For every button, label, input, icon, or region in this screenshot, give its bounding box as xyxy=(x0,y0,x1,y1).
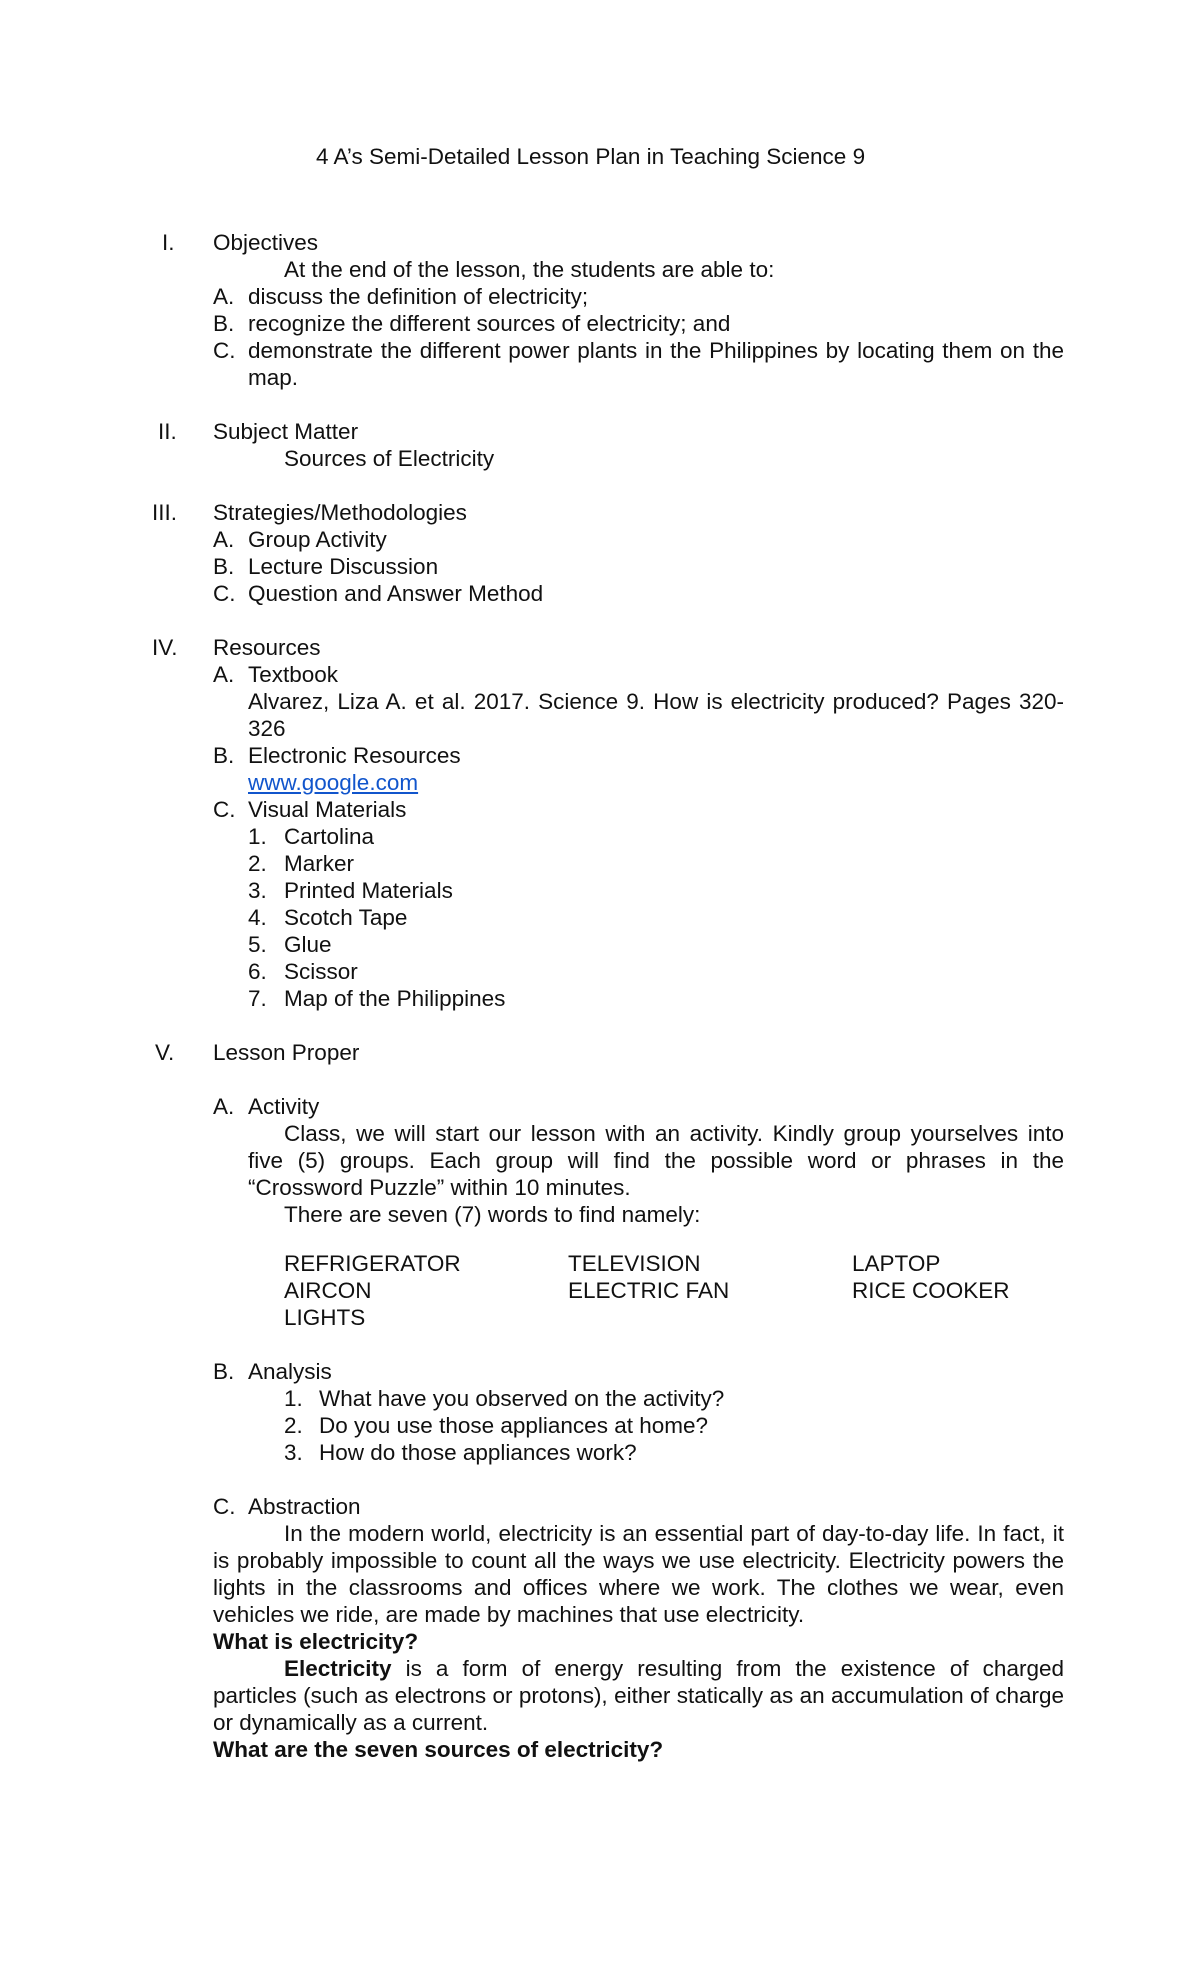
list-marker: B. xyxy=(213,311,235,336)
definition-text: is a form of energy resulting from the existence of charged particles (such as electrons or protons), either statically as an accumulation of charge or dynamically as a current. xyxy=(213,1656,1064,1735)
abstraction-paragraph: In the modern world, electricity is an essential part of day-to-day life. In fact, it is probably impossible to count all the ways we use electricity. Electricity powers the lights in the classrooms and offices where we work. The clothes we wear, even vehicles we ride, are made by machines that use electricity. xyxy=(213,1521,1064,1627)
strategy-item: Lecture Discussion xyxy=(248,554,439,579)
textbook-citation: Alvarez, Liza A. et al. 2017. Science 9. How is electricity produced? Pages 320-326 xyxy=(248,689,1064,741)
section-numeral-strategies: III. xyxy=(152,500,178,525)
visual-material-item: Scissor xyxy=(284,959,358,984)
electricity-definition xyxy=(213,1655,1064,1736)
list-marker: 1. xyxy=(248,824,267,849)
analysis-question: How do those appliances work? xyxy=(319,1440,637,1465)
objective-item: recognize the different sources of electricity; and xyxy=(248,311,731,336)
list-marker: A. xyxy=(213,527,235,552)
activity-word: ELECTRIC FAN xyxy=(568,1278,730,1303)
activity-paragraph: Class, we will start our lesson with an activity. Kindly group yourselves into five (5) groups. Each group will find the possible word or phrases in the “Crossword Puzzle” within 10 minutes. xyxy=(248,1121,1064,1200)
visual-material-item: Scotch Tape xyxy=(284,905,408,930)
objective-item: demonstrate the different power plants in the Philippines by locating them on the map. xyxy=(248,338,1064,390)
analysis-question: Do you use those appliances at home? xyxy=(319,1413,709,1438)
question-what-is-electricity: What is electricity? xyxy=(213,1629,419,1654)
activity-words-intro: There are seven (7) words to find namely: xyxy=(284,1202,701,1227)
list-marker: C. xyxy=(213,581,236,606)
analysis-question: What have you observed on the activity? xyxy=(319,1386,725,1411)
visual-material-item: Map of the Philippines xyxy=(284,986,506,1011)
activity-label: Activity xyxy=(248,1094,320,1119)
section-numeral-lesson-proper: V. xyxy=(155,1040,175,1065)
section-numeral-resources: IV. xyxy=(152,635,178,660)
resource-label-textbook: Textbook xyxy=(248,662,339,687)
list-marker: 6. xyxy=(248,959,267,984)
section-heading-subject-matter: Subject Matter xyxy=(213,419,359,444)
abstraction-label: Abstraction xyxy=(248,1494,361,1519)
list-marker: C. xyxy=(213,338,236,363)
google-link[interactable]: www.google.com xyxy=(248,770,419,795)
activity-word: REFRIGERATOR xyxy=(284,1251,461,1276)
section-heading-lesson-proper: Lesson Proper xyxy=(213,1040,360,1065)
list-marker: 2. xyxy=(284,1413,303,1438)
list-marker: B. xyxy=(213,1359,235,1384)
activity-word: LIGHTS xyxy=(284,1305,366,1330)
list-marker: 2. xyxy=(248,851,267,876)
list-marker: B. xyxy=(213,743,235,768)
list-marker: A. xyxy=(213,662,235,687)
list-marker: A. xyxy=(213,284,235,309)
activity-word: TELEVISION xyxy=(568,1251,701,1276)
strategy-item: Group Activity xyxy=(248,527,387,552)
question-seven-sources: What are the seven sources of electricity? xyxy=(213,1737,664,1762)
objective-item: discuss the definition of electricity; xyxy=(248,284,589,309)
page-title: 4 A’s Semi-Detailed Lesson Plan in Teaching Science 9 xyxy=(316,144,866,169)
list-marker: B. xyxy=(213,554,235,579)
visual-material-item: Cartolina xyxy=(284,824,375,849)
resource-label-visual: Visual Materials xyxy=(248,797,407,822)
section-numeral-objectives: I. xyxy=(162,230,175,255)
list-marker: C. xyxy=(213,1494,236,1519)
list-marker: 4. xyxy=(248,905,267,930)
resource-label-electronic: Electronic Resources xyxy=(248,743,461,768)
list-marker: 3. xyxy=(248,878,267,903)
activity-word: LAPTOP xyxy=(852,1251,941,1276)
section-numeral-subject-matter: II. xyxy=(158,419,177,444)
activity-word: RICE COOKER xyxy=(852,1278,1010,1303)
section-heading-objectives: Objectives xyxy=(213,230,319,255)
list-marker: 3. xyxy=(284,1440,303,1465)
section-heading-strategies: Strategies/Methodologies xyxy=(213,500,467,525)
section-heading-resources: Resources xyxy=(213,635,321,660)
definition-term: Electricity xyxy=(284,1656,392,1681)
objectives-intro: At the end of the lesson, the students are able to: xyxy=(284,257,775,282)
activity-word: AIRCON xyxy=(284,1278,372,1303)
visual-material-item: Printed Materials xyxy=(284,878,453,903)
list-marker: 5. xyxy=(248,932,267,957)
strategy-item: Question and Answer Method xyxy=(248,581,544,606)
list-marker: C. xyxy=(213,797,236,822)
analysis-label: Analysis xyxy=(248,1359,332,1384)
list-marker: A. xyxy=(213,1094,235,1119)
visual-material-item: Glue xyxy=(284,932,332,957)
list-marker: 7. xyxy=(248,986,267,1011)
visual-material-item: Marker xyxy=(284,851,355,876)
subject-matter-text: Sources of Electricity xyxy=(284,446,495,471)
list-marker: 1. xyxy=(284,1386,303,1411)
